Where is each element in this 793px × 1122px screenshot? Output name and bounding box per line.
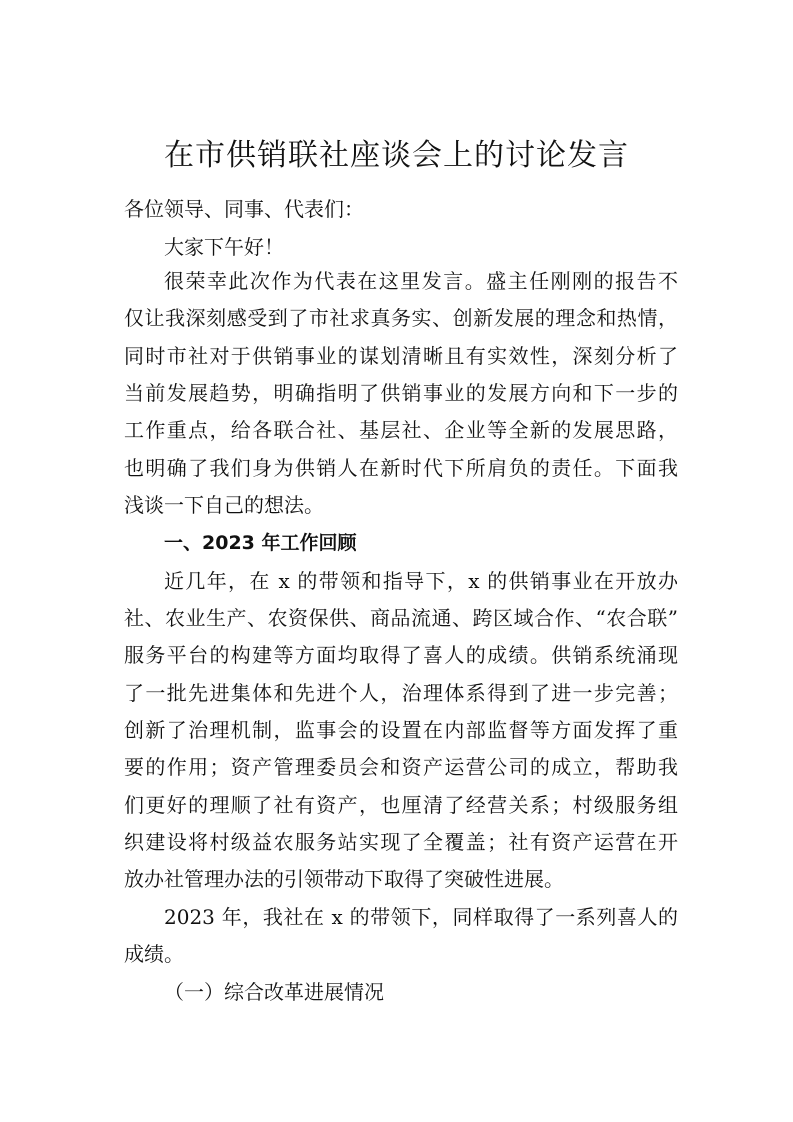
paragraph-line: 2023 年，我社在 x 的带领下，同样取得了一系列喜人的 (164, 905, 678, 929)
paragraph-line: 要的作用；资产管理委员会和资产运营公司的成立，帮助我 (124, 755, 678, 779)
paragraph-line: 很荣幸此次作为代表在这里发言。盛主任刚刚的报告不 (164, 269, 678, 293)
paragraph-line: 织建设将村级益农服务站实现了全覆盖；社有资产运营在开 (124, 830, 678, 854)
subsection-heading: （一）综合改革进展情况 (164, 980, 384, 1004)
paragraph-line: 仅让我深刻感受到了市社求真务实、创新发展的理念和热情， (124, 306, 678, 330)
paragraph-line: 服务平台的构建等方面均取得了喜人的成绩。供销系统涌现 (124, 643, 678, 667)
salutation: 各位领导、同事、代表们： (124, 197, 364, 221)
paragraph-line: 创新了治理机制，监事会的设置在内部监督等方面发挥了重 (124, 718, 678, 742)
greeting: 大家下午好！ (164, 235, 284, 259)
paragraph-line: 也明确了我们身为供销人在新时代下所肩负的责任。下面我 (124, 456, 678, 480)
paragraph-line: 同时市社对于供销事业的谋划清晰且有实效性，深刻分析了 (124, 344, 678, 368)
paragraph-line: 近几年，在 x 的带领和指导下，x 的供销事业在开放办 (164, 569, 678, 593)
paragraph-line: 成绩。 (124, 942, 184, 966)
paragraph-line: 社、农业生产、农资保供、商品流通、跨区域合作、“农合联” (124, 606, 678, 630)
document-title: 在市供销联社座谈会上的讨论发言 (164, 138, 629, 173)
paragraph-line: 了一批先进集体和先进个人，治理体系得到了进一步完善； (124, 681, 678, 705)
section-heading: 一、2023 年工作回顾 (164, 532, 357, 554)
paragraph-line: 浅谈一下自己的想法。 (124, 493, 324, 517)
paragraph-line: 工作重点，给各联合社、基层社、企业等全新的发展思路， (124, 418, 678, 442)
paragraph-line: 当前发展趋势，明确指明了供销事业的发展方向和下一步的 (124, 381, 678, 405)
paragraph-line: 放办社管理办法的引领带动下取得了突破性进展。 (124, 867, 564, 891)
paragraph-line: 们更好的理顺了社有资产，也厘清了经营关系；村级服务组 (124, 793, 678, 817)
